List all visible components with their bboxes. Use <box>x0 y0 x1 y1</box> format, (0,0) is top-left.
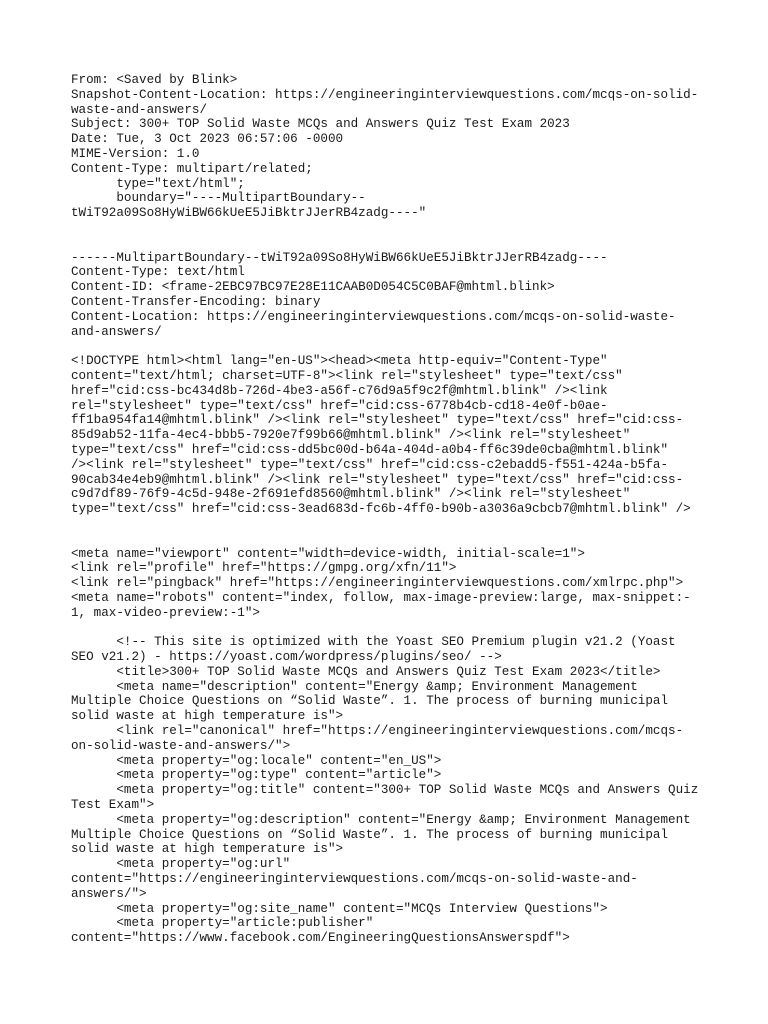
text-line: <meta name="robots" content="index, follow, max-image-preview:large, max-snippet:- <box>71 590 691 605</box>
text-line: Content-Transfer-Encoding: binary <box>71 294 321 309</box>
text-line: Test Exam"> <box>71 798 155 813</box>
text-line: Content-ID: <frame-2EBC97BC97E28E11CAAB0D054C5C0BAF@mhtml.blink> <box>71 280 555 295</box>
text-line: content="text/html; charset=UTF-8"><link rel="stylesheet" type="text/css" <box>71 368 623 383</box>
text-line: /><link rel="stylesheet" type="text/css" href="cid:css-c2ebadd5-f551-424a-b5fa- <box>71 457 669 472</box>
text-line: <meta property="og:locale" content="en_US"> <box>71 753 442 768</box>
text-line: MIME-Version: 1.0 <box>71 146 200 161</box>
text-line: content="https://www.facebook.com/EngineeringQuestionsAnswerspdf"> <box>71 931 570 946</box>
text-line: content="https://engineeringinterviewquestions.com/mcqs-on-solid-waste-and- <box>71 872 638 887</box>
text-line: <link rel="pingback" href="https://engineeringinterviewquestions.com/xmlrpc.php"> <box>71 576 684 591</box>
blank-line <box>71 236 731 251</box>
text-line: solid waste at high temperature is"> <box>71 842 344 857</box>
text-line: Multiple Choice Questions on “Solid Waste”. 1. The process of burning municipal <box>71 827 669 842</box>
text-line: <title>300+ TOP Solid Waste MCQs and Answers Quiz Test Exam 2023</title> <box>71 664 661 679</box>
text-line: Snapshot-Content-Location: https://engineeringinterviewquestions.com/mcqs-on-solid- <box>71 87 699 102</box>
text-line: <meta property="og:site_name" content="MCQs Interview Questions"> <box>71 901 608 916</box>
text-line: and-answers/ <box>71 324 162 339</box>
text-line: type="text/css" href="cid:css-3ead683d-fc6b-4ff0-b90b-a3036a9cbcb7@mhtml.blink" /> <box>71 502 691 517</box>
text-line: solid waste at high temperature is"> <box>71 709 344 724</box>
text-line: on-solid-waste-and-answers/"> <box>71 738 291 753</box>
text-line: <link rel="profile" href="https://gmpg.org/xfn/11"> <box>71 561 457 576</box>
text-line: From: <Saved by Blink> <box>71 73 238 87</box>
blank-line <box>71 517 731 532</box>
text-line: tWiT92a09So8HyWiBW66kUeE5JiBktrJJerRB4zadg----" <box>71 206 427 221</box>
text-line: ff1ba954fa14@mhtml.blink" /><link rel="stylesheet" type="text/css" href="cid:css- <box>71 413 684 428</box>
text-line: ------MultipartBoundary--tWiT92a09So8HyWiBW66kUeE5JiBktrJJerRB4zadg---- <box>71 250 608 265</box>
text-line: 85d9ab52-11fa-4ec4-bbb5-7920e7f99b66@mhtml.blink" /><link rel="stylesheet" <box>71 428 631 443</box>
text-line: <meta property="og:type" content="article"> <box>71 768 442 783</box>
blank-line <box>71 221 731 236</box>
text-line: rel="stylesheet" type="text/css" href="cid:css-6778b4cb-cd18-4e0f-b0ae- <box>71 398 608 413</box>
text-line: answers/"> <box>71 886 147 901</box>
text-line: Content-Location: https://engineeringinterviewquestions.com/mcqs-on-solid-waste- <box>71 309 676 324</box>
text-line: <meta name="description" content="Energy &amp; Environment Management <box>71 679 638 694</box>
text-line: Date: Tue, 3 Oct 2023 06:57:06 -0000 <box>71 132 344 147</box>
text-line: Subject: 300+ TOP Solid Waste MCQs and Answers Quiz Test Exam 2023 <box>71 117 570 132</box>
blank-line <box>71 532 731 547</box>
text-line: <meta name="viewport" content="width=device-width, initial-scale=1"> <box>71 546 585 561</box>
text-line: 90cab34e4eb9@mhtml.blink" /><link rel="stylesheet" type="text/css" href="cid:css- <box>71 472 684 487</box>
text-line: Content-Type: text/html <box>71 265 245 280</box>
text-line: <link rel="canonical" href="https://engineeringinterviewquestions.com/mcqs- <box>71 724 684 739</box>
text-line: Multiple Choice Questions on “Solid Waste”. 1. The process of burning municipal <box>71 694 669 709</box>
text-line: type="text/html"; <box>71 176 245 191</box>
mhtml-source-text <box>71 73 731 946</box>
text-line: Content-Type: multipart/related; <box>71 161 313 176</box>
text-line: <!DOCTYPE html><html lang="en-US"><head><meta http-equiv="Content-Type" <box>71 354 608 369</box>
text-line: waste-and-answers/ <box>71 102 208 117</box>
text-line: c9d7df89-76f9-4c5d-948e-2f691efd8560@mhtml.blink" /><link rel="stylesheet" <box>71 487 631 502</box>
text-line: SEO v21.2) - https://yoast.com/wordpress/plugins/seo/ --> <box>71 650 502 665</box>
blank-line <box>71 620 731 635</box>
text-line: boundary="----MultipartBoundary-- <box>71 191 366 206</box>
text-line: <meta property="article:publisher" <box>71 916 374 931</box>
text-line: <meta property="og:description" content="Energy &amp; Environment Management <box>71 812 691 827</box>
text-line: 1, max-video-preview:-1"> <box>71 605 260 620</box>
blank-line <box>71 339 731 354</box>
text-line: <meta property="og:title" content="300+ TOP Solid Waste MCQs and Answers Quiz <box>71 783 699 798</box>
text-line: href="cid:css-bc434d8b-726d-4be3-a56f-c76d9a5f9c2f@mhtml.blink" /><link <box>71 383 608 398</box>
text-line: <meta property="og:url" <box>71 857 291 872</box>
text-line: type="text/css" href="cid:css-dd5bc00d-b64a-404d-a0b4-ff6c39de0cba@mhtml.blink" <box>71 442 669 457</box>
text-line: <!-- This site is optimized with the Yoast SEO Premium plugin v21.2 (Yoast <box>71 635 676 650</box>
